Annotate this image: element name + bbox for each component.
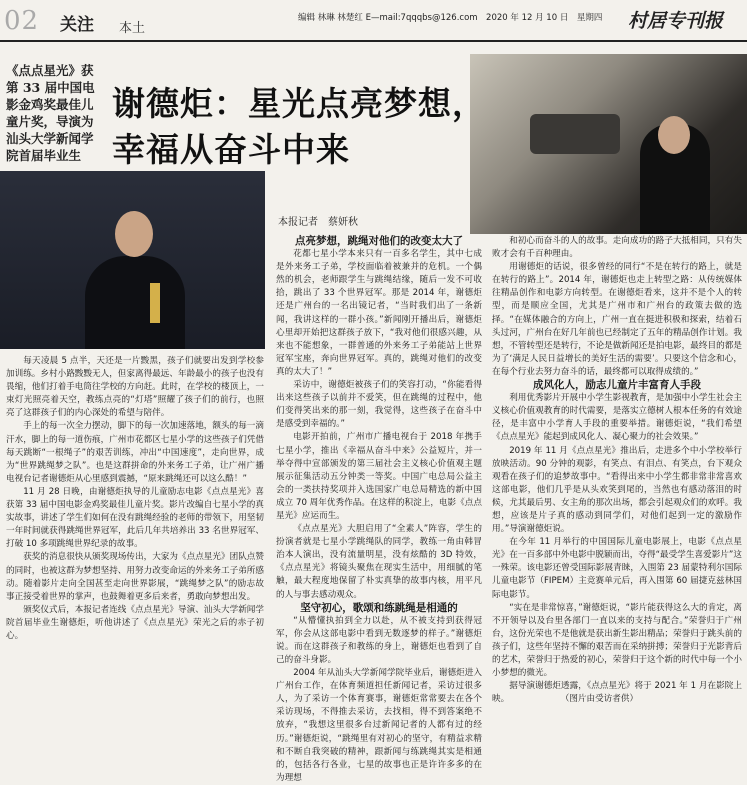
paragraph: 每天凌晨 5 点半，天还是一片黢黑，孩子们就要出发到学校参加训练。乡村小路黢黢无人，但家离得最远、年龄最小的孩子也没有畏缩，他们打着手电筒往学校的方向赶。此时，在学校的楼顶上，一束灯光照亮着天空，教练点亮的“灯塔”照耀了孩子们的前行，也照亮了这群孩子们的内心深处的希望与陪伴。 (6, 356, 264, 419)
column-1 (6, 355, 264, 643)
paragraph: 花都七星小学本来只有一百多名学生，其中七成是外来务工子弟，学校面临着被兼并的危机。一个偶然的机会，老师跟学生与跳绳结缘，随后一发不可收拾，跳出了 33 个世界冠军。那是 2014 年，谢德炬还是广州台的一名出镜记者，“当时我们出了一条新闻，我讲这样的一群小孩。”新闻刚开播出后，谢德炬心里却开始把这群孩子放下，“我对他们很感兴趣，从来也不能想象，一群普通的外来务工子弟能站上世界冠军宝座，奔向世界冠军。真的，跳绳对他们的改变真的太大了！” (276, 249, 482, 377)
paragraph: 据导演谢德炬透露，《点点星光》将于 2021 年 1 月在影院上映。 （图片由受访者供） (492, 681, 742, 705)
award-photo (0, 171, 265, 349)
article-deck: 《点点星光》获第 33 届中国电影金鸡奖最佳儿童片奖，导演为汕头大学新闻学院首届毕业生 (6, 63, 95, 163)
paragraph: 用谢德炬的话说，很多曾经的同行“不是在转行的路上，就是在转行的路上”。2014 年，谢德炬也走上转型之路：从传统媒体往精品创作和电影方向转型。在谢德炬看来，这并不是个人的转型，而是顺应全国，尤其是广州市和广州台的政策去做的选择。“在媒体融合的方向上，广州一直在挺进积极和探索，结着石头过河，广州台在好几年前也已经制定了五年的精品创作计划。我想，不管转型还是转行，不论是做新闻还是拍电影，最终目的都是为了‘满足人民日益增长的美好生活的需要’。只要这个信念和心，在每个行业去努力奋斗的话，最终都可以取得成绩的。” (492, 262, 742, 377)
subsection-title: 本土 (119, 21, 146, 36)
title-line-1: 谢德炬：星光点亮梦想， (112, 84, 486, 123)
director-face (658, 116, 690, 154)
article-title (112, 81, 552, 173)
paragraph: 利用优秀影片开展中小学生影视教育，是加强中小学生社会主义核心价值观教育的时代需要，是落实立德树人根本任务的有效途径，是丰富中小学育人手段的重要举措。谢德炬说，“我们希望《点点星光》能起到成风化人、凝心聚力的社会效果。” (492, 393, 742, 443)
section-title: 关注 (60, 15, 94, 35)
editor-meta: 编辑 林琳 林楚红 E—mail:7qqqbs@126.com 2020 年 12 月 10 日 星期四 (298, 13, 603, 23)
paragraph: 手上的每一次全力摆动，脚下的每一次加速落地，额头的每一滴汗水，脚上的每一道伤痕，广州市花都区七星小学的这些孩子们凭借每天跳断“一根绳子”的艰苦训练，冲出“中国速度”，走向世界，成为“世界跳绳梦之队”。也是这群拼命的外来务工子弟，让广州广播电视台记者谢德炬从心里感到震撼，“原来跳绳还可以这么酷！” (6, 421, 264, 484)
person-face (115, 211, 153, 257)
paragraph: 11 月 28 日晚，由谢德炬执导的儿童励志电影《点点星光》喜获第 33 届中国电影金鸡奖最佳儿童片奖。影片改编自七星小学的真实故事，讲述了学生们如何在没有跳绳经验的老师的带领下，用坚韧一年时间就获得跳绳世界冠军，此后几年共培养出 33 名世界冠军、打破 10 多项跳绳世界纪录的故事。 (6, 486, 264, 550)
page-number: 02 (4, 6, 40, 36)
paragraph: 2004 年从汕头大学新闻学院毕业后，谢德炬进入广州台工作，在体育频道担任新闻记者，采访过很多人，为了采访一个体育赛事，谢德炬常常要去在各个采访现场，不得推去采访，去找相，得不到答案绝不放弃，“我想这里很多台过新闻记者的人都有过的经历。”谢德炬说，“跳绳里有对初心的坚守，有精益求精和不断自我突破的精神，跟新闻与练跳绳其实是相通的，包括各行各业，七星的故事也正是许许多多的在为理想 (276, 668, 482, 783)
paragraph: “从懵懂执拍到全力以赴，从不被支持到获得冠军，你会从这部电影中看到无数逐梦的样子。”谢德炬说。而在这群孩子和教练的身上，谢德炬也看到了自己的奋斗身影。 (276, 615, 482, 665)
title-line-2: 幸福从奋斗中来 (112, 130, 350, 169)
paragraph: 在今年 11 月举行的中国国际儿童电影展上，电影《点点星光》在一百多部中外电影中脱颖而出，夺得“最受学生喜爱影片”这一殊荣。该电影还曾受国际影展青睐，入围第 23 届蒙特利尔国际儿童电影节（FIPEM）主竞赛单元后，再入围第 60 届捷克兹林国际电影节。 (492, 537, 742, 600)
paragraph: 颁奖仪式后，本报记者连线《点点星光》导演、汕头大学新闻学院首届毕业生谢德炬，听他讲述了《点点星光》荣光之后的赤子初心。 (6, 604, 264, 641)
column-2 (276, 235, 482, 785)
paragraph: 电影开拍前，广州市广播电视台于 2018 年携手七星小学，推出《幸福从奋斗中来》公益短片，并一举夺得中宣部颁发的第三届社会主义核心价值观主题展示征集活动五分钟类一等奖。中国广电总局公益主会的一类扶持奖项并入选国家广电总局精选的新中国成立 70 周年优秀作品。在这样的积淀上，电影《点点星光》应运而生。 (276, 432, 482, 521)
paragraph: 获奖的消息很快从颁奖现场传出，大家为《点点星光》团队点赞的同时，也被这群为梦想坚持、用努力改变命运的外来务工子弟所感动。随着影片走向全国甚至走向世界影展，“跳绳梦之队”的励志故事正接受着世界的掌声，也鼓舞着更多后来者，勇敢向梦想出发。 (6, 552, 264, 602)
paragraph: 和初心而奋斗的人的故事。走向成功的路子大抵相同，只有失败才会有千百种理由。 (492, 236, 742, 260)
newspaper-logo: 村居专刊报 (628, 10, 724, 32)
person-suit (85, 256, 185, 349)
trophy-icon (150, 283, 160, 323)
subheading: 坚守初心，歌颂和练跳绳是相通的 (300, 601, 458, 614)
column-3 (492, 235, 742, 706)
paragraph: 2019 年 11 月《点点星光》推出后，走进多个中小学校举行放映活动。90 分钟的观影，有笑点、有泪点、有笑点，台下观众观看在孩子们的追梦故事中。“看得出来中小学生都非常非常喜欢这部电影，他们几乎是从头欢笑到尾的，当然也有感动落泪的时候，尤其最后男、女主角的那次出场，都会引起观众们的欢呼。我想，应该是片子真的感动到同学们，对他们起到一定的激励作用。”导演谢德炬说。 (492, 445, 742, 535)
paragraph: 采访中，谢德炬被孩子们的笑容打动，“你能看得出来这些孩子以前并不爱笑，但在跳绳的过程中，他们变得笑出来的那一刻，我觉得，这些孩子在奋斗中是感受到幸福的。” (276, 380, 482, 430)
paragraph: 《点点星光》大胆启用了“全素人”阵容，学生的扮演者就是七星小学跳绳队的同学，教练一角由韩冒治本人演出，没有流量明星，没有炫酷的 3D 特效，《点点星光》将镜头聚焦在现实生活中，用细腻的笔触，最大程度地保留了朴实真挚的故事内核，用平凡的人与事去感动观众。 (276, 524, 482, 600)
header-rule (0, 40, 747, 42)
subheading: 点亮梦想，跳绳对他们的改变太大了 (295, 235, 463, 247)
reporter-byline: 本报记者 蔡妍秋 (278, 217, 358, 228)
paragraph: “实在是非常惊喜，”谢德炬说，“影片能获得这么大的肯定，离不开领导以及台里各部门一直以来的支持与配合。”荣誉归于广州台，这份光荣也不是他就是获出新生影出精品；荣誉归于跳头前的孩子们，这些年坚持不懈的艰苦而在采纳拼搏；荣誉归于光影背后的艺术，荣誉归于热爱的初心，荣誉归于这个新的时代中每一个小小梦想的微光。 (492, 602, 742, 679)
subheading: 成风化人，励志儿童片丰富育人手段 (533, 379, 701, 392)
